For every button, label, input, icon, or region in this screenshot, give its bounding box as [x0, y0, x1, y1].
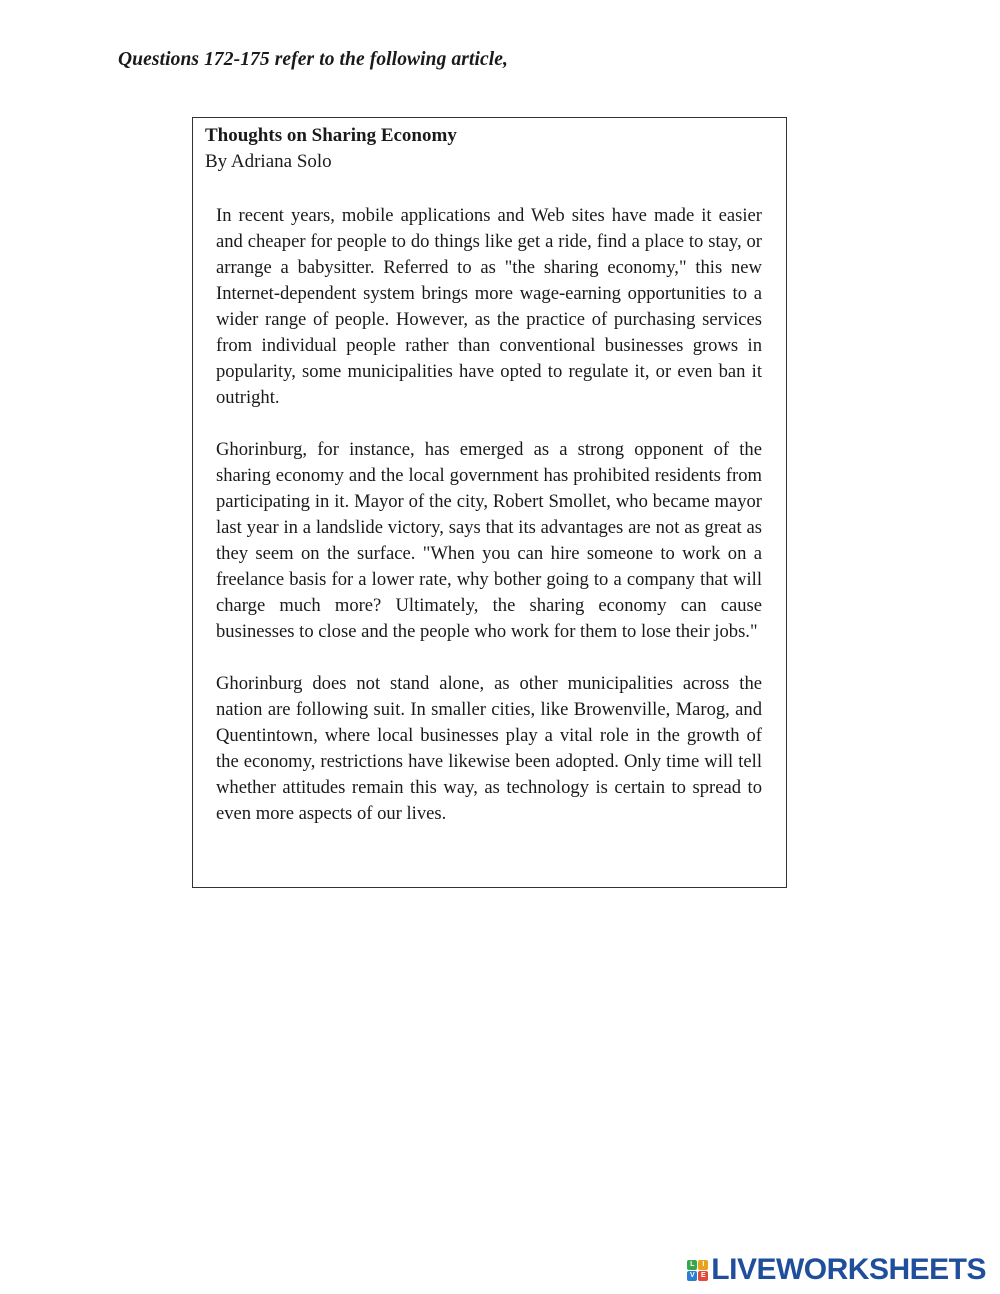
article-title: Thoughts on Sharing Economy — [205, 125, 457, 146]
article-box — [192, 117, 787, 888]
article-paragraph-3: Ghorinburg does not stand alone, as other municipalities across the nation are following suit. In smaller cities, like Browenville, Marog, and Quentintown, where local businesses play a vital role in the growth of the economy, restrictions have likewise been adopted. Only time will tell whether attitudes remain this way, as technology is certain to spread to even more aspects of our lives. — [216, 673, 762, 824]
logo-tile-l: L — [687, 1260, 697, 1270]
article-paragraph-1: In recent years, mobile applications and Web sites have made it easier and cheaper for people to do things like get a ride, find a place to stay, or arrange a babysitter. Referred to as "the sharing economy," this new Internet-dependent system brings more wage-earning opportunities to a wider range of people. However, as the practice of purchasing services from individual people rather than conventional businesses grows in popularity, some municipalities have opted to regulate it, or even ban it outright. — [216, 205, 762, 408]
question-instruction: Questions 172-175 refer to the following article, — [118, 49, 509, 70]
logo-tile-v: V — [687, 1271, 697, 1281]
liveworksheets-logo-icon — [687, 1260, 708, 1281]
article-body — [216, 203, 762, 853]
brand-name: LIVEWORKSHEETS — [711, 1253, 986, 1286]
article-paragraph-2: Ghorinburg, for instance, has emerged as a strong opponent of the sharing economy and the local government has prohibited residents from participating in it. Mayor of the city, Robert Smollet, who became mayor last year in a landslide victory, says that its advantages are not as great as they seem on the surface. "When you can hire someone to work on a freelance basis for a lower rate, why bother going to a company that will charge much more? Ultimately, the sharing economy can cause businesses to close and the people who work for them to lose their jobs." — [216, 439, 762, 642]
liveworksheets-branding — [687, 1254, 986, 1286]
logo-tile-e: E — [698, 1271, 708, 1281]
article-byline: By Adriana Solo — [205, 151, 332, 172]
logo-tile-i: I — [698, 1260, 708, 1270]
